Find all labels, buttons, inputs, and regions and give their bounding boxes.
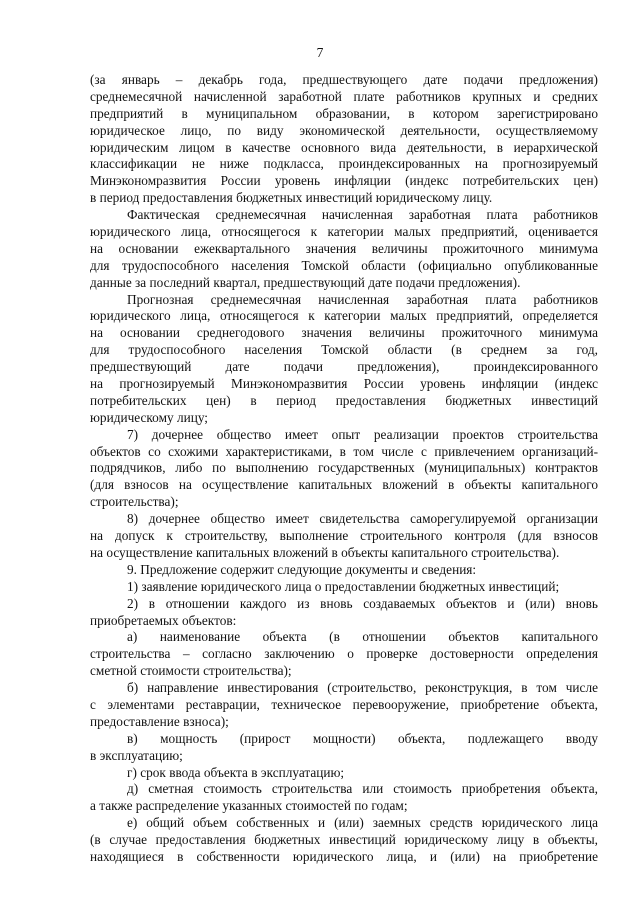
text-line: строительства – согласно заключению о проверке достоверности определения	[90, 646, 598, 662]
text-line: с элементами реставрации, техническое перевооружение, приобретение объекта,	[90, 696, 598, 712]
text-line: а также распределение указанных стоимостей по годам;	[90, 798, 408, 814]
text-line: сметной стоимости строительства);	[90, 663, 292, 679]
text-line: на основании среднегодового значения величины прожиточного минимума	[90, 325, 598, 341]
text-line: Прогнозная среднемесячная начисленная заработная плата работников	[127, 291, 598, 307]
text-line: юридическим лицом в качестве основного вида деятельности, в иерархической	[90, 139, 598, 155]
text-line: строительства);	[90, 494, 179, 510]
text-line: юридического лица, относящегося к категории малых предприятий, оценивается	[90, 224, 598, 240]
text-line: юридическому лицу;	[90, 409, 209, 425]
text-line: 8) дочернее общество имеет свидетельства саморегулируемой организации	[127, 511, 598, 527]
text-line: предприятий в муниципальном образовании, в котором зарегистрировано	[90, 105, 598, 121]
text-line: а) наименование объекта (в отношении объектов капитального	[127, 629, 598, 645]
text-line: в) мощность (прирост мощности) объекта, подлежащего вводу	[127, 730, 598, 746]
text-line: объектов со схожими характеристиками, в том числе с привлечением организаций-	[90, 443, 598, 459]
text-line: приобретаемых объектов:	[90, 612, 237, 628]
text-line: е) общий объем собственных и (или) заемных средств юридического лица	[127, 815, 598, 831]
text-line: 2) в отношении каждого из вновь создаваемых объектов и (или) вновь	[127, 595, 598, 611]
text-line: в эксплуатацию;	[90, 747, 183, 763]
text-line: предоставление взноса);	[90, 713, 229, 729]
text-line: 9. Предложение содержит следующие документы и сведения:	[127, 561, 477, 577]
text-line: юридического лица, относящегося к категории малых предприятий, определяется	[90, 308, 598, 324]
text-line: (для взносов на осуществление капитальных вложений в объекты капитального	[90, 477, 598, 493]
text-line: г) срок ввода объекта в эксплуатацию;	[127, 764, 345, 780]
text-line: 1) заявление юридического лица о предоставлении бюджетных инвестиций;	[127, 578, 560, 594]
text-line: Фактическая среднемесячная начисленная заработная плата работников	[127, 207, 598, 223]
text-line: среднемесячной начисленной заработной плате работников крупных и средних	[90, 88, 598, 104]
text-line: на основании ежеквартального значения величины прожиточного минимума	[90, 240, 598, 256]
text-line: подрядчиков, либо по выполнению государственных (муниципальных) контрактов	[90, 460, 598, 476]
text-line: 7) дочернее общество имеет опыт реализации проектов строительства	[127, 426, 598, 442]
text-line: для трудоспособного населения Томской области (в среднем за год,	[90, 342, 598, 358]
text-line: данные за последний квартал, предшествующий дате подачи предложения).	[90, 274, 521, 290]
text-line: на осуществление капитальных вложений в объекты капитального строительства).	[90, 544, 560, 560]
text-line: потребительских цен) в период предоставления бюджетных инвестиций	[90, 392, 598, 408]
text-line: находящиеся в собственности юридического лица, и (или) на приобретение	[90, 848, 598, 864]
page-number: 7	[316, 45, 324, 60]
text-line: (в случае предоставления бюджетных инвестиций юридическому лицу в объекты,	[90, 832, 598, 848]
text-line: предшествующий дате подачи предложения), проиндексированного	[90, 359, 598, 375]
text-line: на допуск к строительству, выполнение строительного контроля (для взносов	[90, 528, 598, 544]
text-line: Минэкономразвития России уровень инфляции (индекс потребительских цен)	[90, 173, 598, 189]
text-line: юридическое лицо, по виду экономической деятельности, осуществляемому	[90, 122, 598, 138]
text-line: для трудоспособного населения Томской области (официально опубликованные	[90, 257, 598, 273]
text-line: на прогнозируемый Минэкономразвития России уровень инфляции (индекс	[90, 376, 598, 392]
document-body	[90, 72, 598, 866]
text-line: (за январь – декабрь года, предшествующего дате подачи предложения)	[90, 72, 598, 87]
text-line: д) сметная стоимость строительства или стоимость приобретения объекта,	[127, 781, 598, 797]
text-line: б) направление инвестирования (строительство, реконструкция, в том числе	[127, 680, 598, 696]
text-line: классификации не ниже подкласса, проиндексированных на прогнозируемый	[90, 156, 598, 172]
text-line: в период предоставления бюджетных инвестиций юридическому лицу.	[90, 190, 493, 206]
